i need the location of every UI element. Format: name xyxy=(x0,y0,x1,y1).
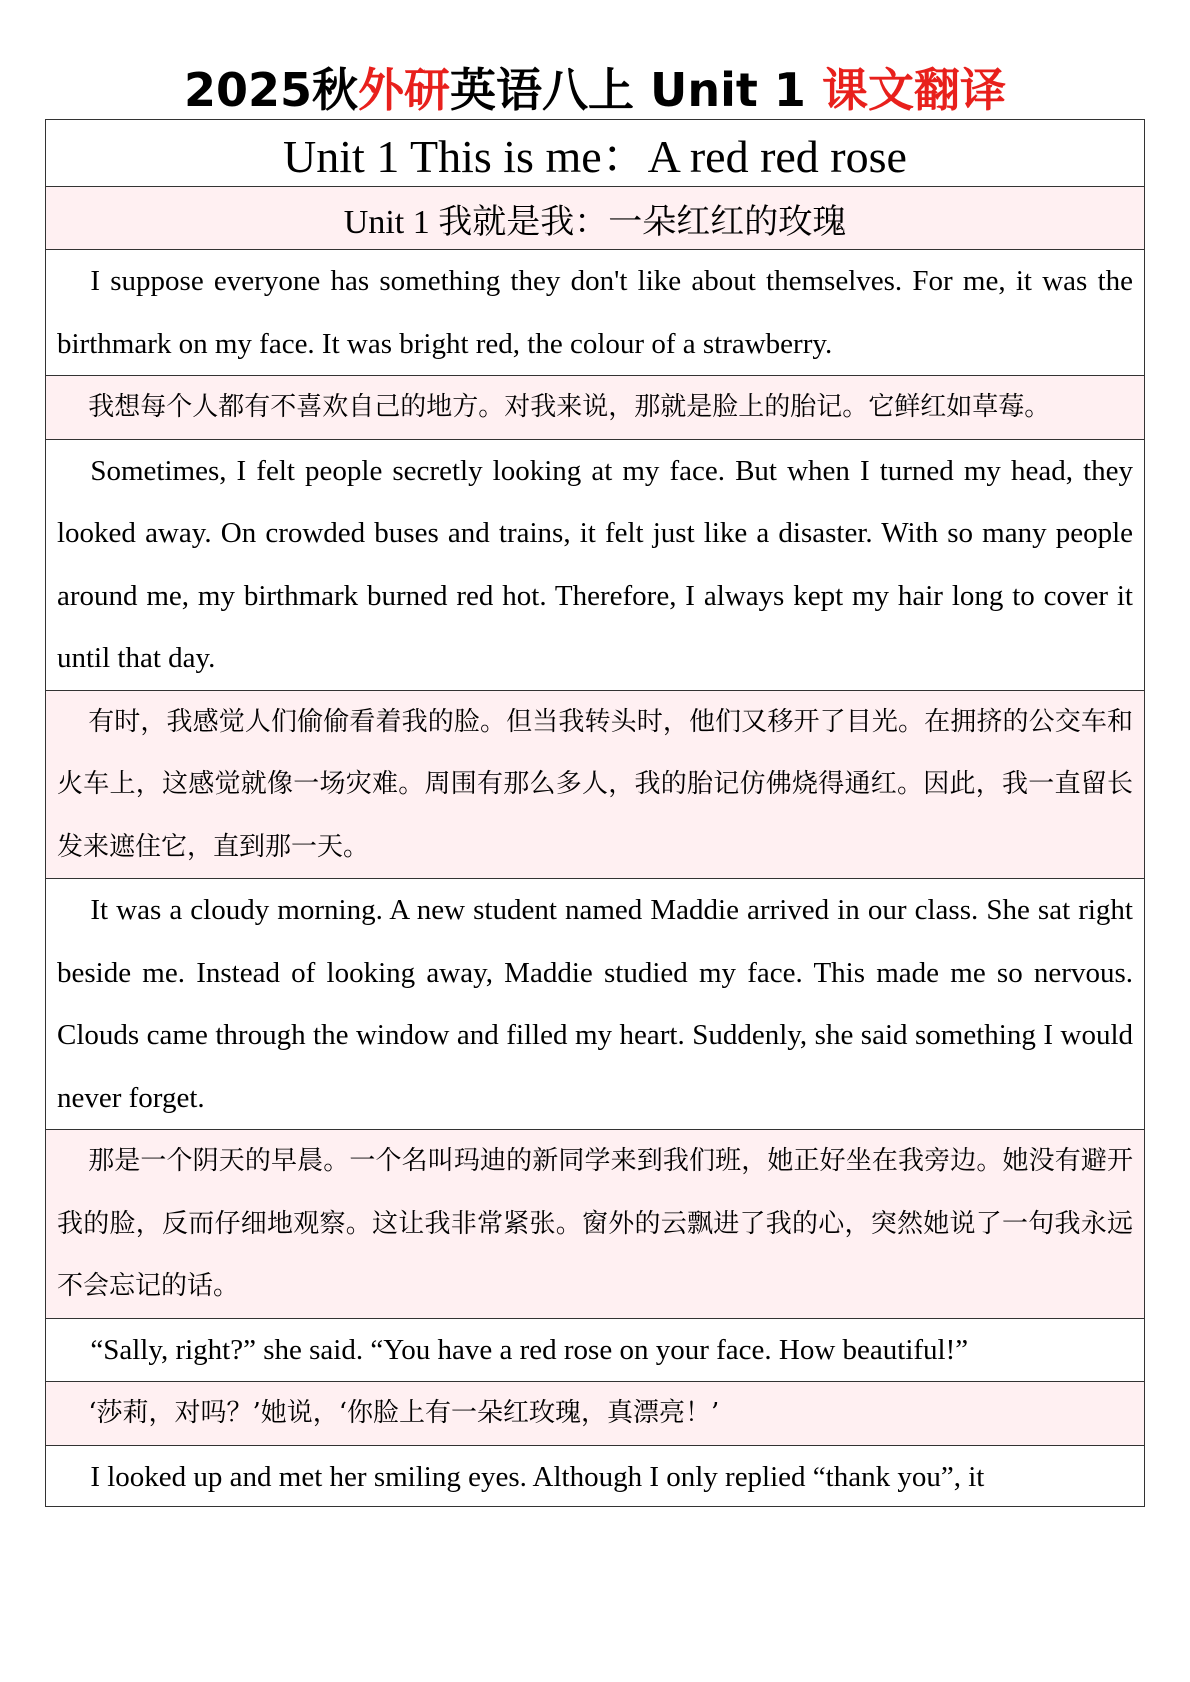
table-subtitle-cell xyxy=(46,187,1145,250)
paragraph-cell xyxy=(46,1130,1145,1319)
table-title-row xyxy=(46,120,1145,187)
title-black-2: 英语八上 Unit 1 xyxy=(450,63,822,117)
unit-title-en: Unit 1 This is me：A red red rose xyxy=(283,131,907,182)
translation-table xyxy=(45,119,1145,1507)
paragraph-row-en xyxy=(46,250,1145,376)
paragraph-row-zh xyxy=(46,376,1145,440)
paragraph-en-3: It was a cloudy morning. A new student named Maddie arrived in our class. She sat right beside me. Instead of looking away, Maddie studied my face. This made me so nervous. Clouds came through the window and filled my heart. Suddenly, she said something I would never forget. xyxy=(57,894,1133,1114)
title-black-1: 2025秋 xyxy=(184,63,359,117)
table-subtitle-row xyxy=(46,187,1145,250)
paragraph-cell xyxy=(46,250,1145,376)
paragraph-en-1: I suppose everyone has something they don't like about themselves. For me, it was the birthmark on my face. It was bright red, the colour of a strawberry. xyxy=(57,265,1133,360)
paragraph-row-en xyxy=(46,1318,1145,1382)
paragraph-cell xyxy=(46,1318,1145,1382)
paragraph-cell xyxy=(46,1382,1145,1446)
paragraph-cell xyxy=(46,879,1145,1130)
paragraph-zh-2: 有时，我感觉人们偷偷看着我的脸。但当我转头时，他们又移开了目光。在拥挤的公交车和火车上，这感觉就像一场灾难。周围有那么多人，我的胎记仿佛烧得通红。因此，我一直留长发来遮住它，直到那一天。 xyxy=(57,706,1133,862)
paragraph-en-5: I looked up and met her smiling eyes. Although I only replied “thank you”, it xyxy=(90,1460,985,1493)
title-red-2: 课文翻译 xyxy=(821,63,1006,117)
unit-title-zh: Unit 1 我就是我：一朵红红的玫瑰 xyxy=(343,203,847,241)
title-red-1: 外研 xyxy=(358,63,451,117)
paragraph-row-en xyxy=(46,1445,1145,1506)
paragraph-cell xyxy=(46,690,1145,879)
page-title xyxy=(0,58,1190,122)
paragraph-row-en xyxy=(46,879,1145,1130)
paragraph-en-2: Sometimes, I felt people secretly looking at my face. But when I turned my head, they looked away. On crowded buses and trains, it felt just like a disaster. With so many people around me, my birthmark burned red hot. Therefore, I always kept my hair long to cover it until that day. xyxy=(57,454,1133,674)
paragraph-en-4: “Sally, right?” she said. “You have a red rose on your face. How beautiful!” xyxy=(90,1333,969,1366)
paragraph-zh-1: 我想每个人都有不喜欢自己的地方。对我来说，那就是脸上的胎记。它鲜红如草莓。 xyxy=(88,392,1051,422)
paragraph-row-zh xyxy=(46,1130,1145,1319)
paragraph-zh-4: ‘莎莉，对吗？’她说，‘你脸上有一朵红玫瑰，真漂亮！’ xyxy=(88,1398,720,1428)
paragraph-zh-3: 那是一个阴天的早晨。一个名叫玛迪的新同学来到我们班，她正好坐在我旁边。她没有避开我的脸，反而仔细地观察。这让我非常紧张。窗外的云飘进了我的心，突然她说了一句我永远不会忘记的话。 xyxy=(57,1146,1133,1301)
paragraph-cell xyxy=(46,439,1145,690)
paragraph-cell xyxy=(46,376,1145,440)
paragraph-row-zh xyxy=(46,1382,1145,1446)
paragraph-cell xyxy=(46,1445,1145,1506)
paragraph-row-zh xyxy=(46,690,1145,879)
paragraph-row-en xyxy=(46,439,1145,690)
table-title-cell xyxy=(46,120,1145,187)
